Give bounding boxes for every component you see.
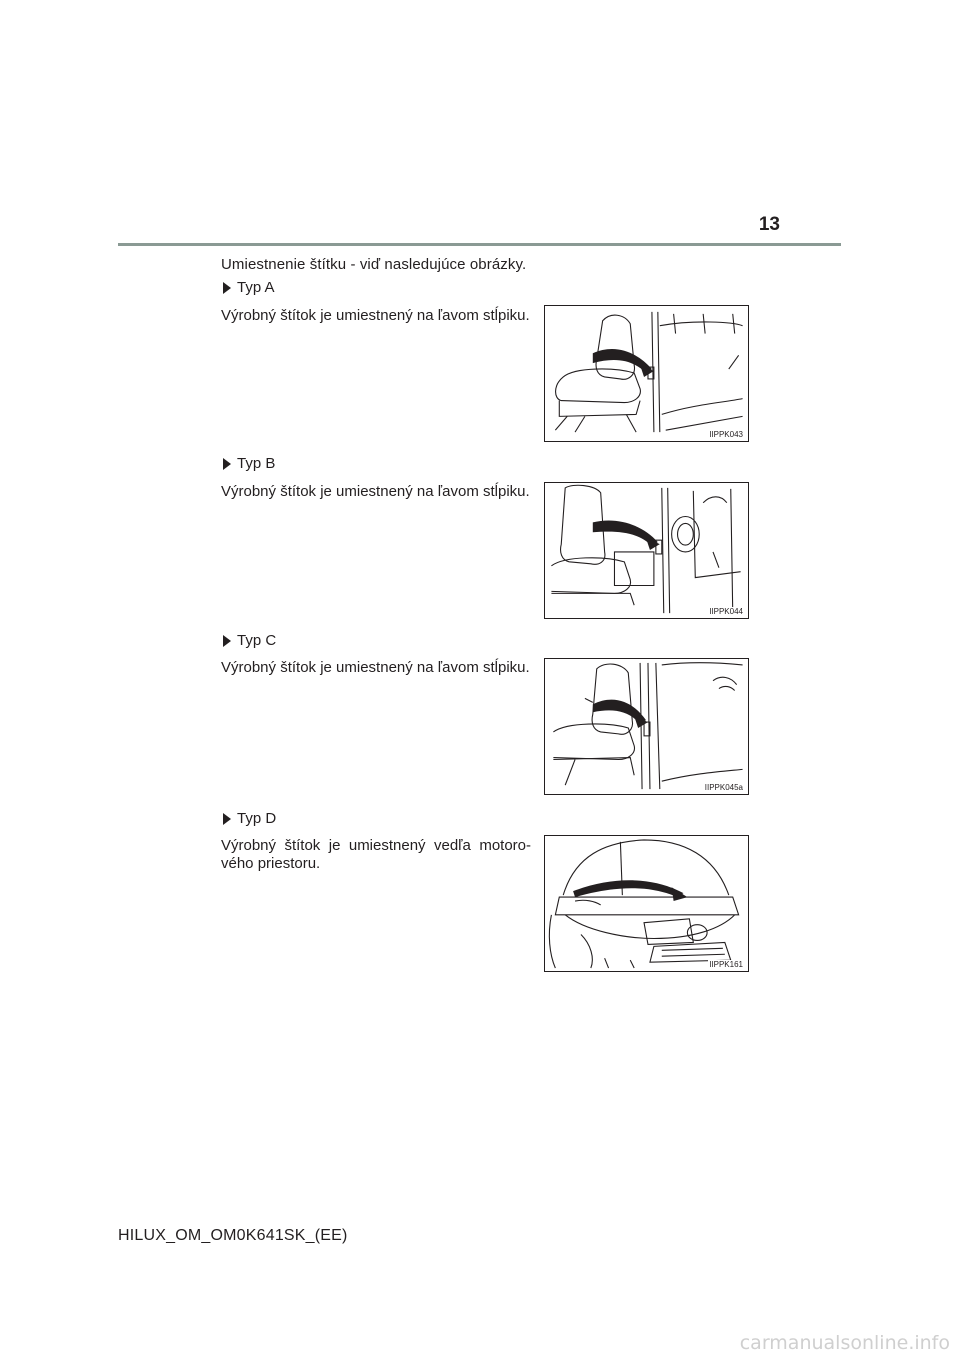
type-a-heading: [223, 279, 275, 296]
engine-bay-illustration-d: [545, 836, 748, 971]
figure-code-c: IIPPK045a: [704, 783, 743, 792]
type-b-description: Výrobný štítok je umiestnený na ľavom stĺpiku.: [221, 483, 530, 500]
page-number: 13: [758, 214, 780, 235]
type-d-label: Typ D: [237, 810, 277, 827]
document-footer-code: HILUX_OM_OM0K641SK_(EE): [118, 1227, 348, 1244]
figure-type-b: [544, 482, 749, 619]
triangle-bullet-icon: [223, 282, 231, 294]
triangle-bullet-icon: [223, 813, 231, 825]
figure-type-d: [544, 835, 749, 972]
type-b-label: Typ B: [237, 455, 276, 472]
type-a-description: Výrobný štítok je umiestnený na ľavom stĺpiku.: [221, 307, 530, 324]
type-d-heading: [223, 810, 276, 827]
seat-pillar-illustration-a: [545, 306, 748, 441]
type-d-description: Výrobný štítok je umiestnený vedľa motoro-vého priestoru.: [221, 837, 531, 872]
watermark: carmanualsonline.info: [739, 1332, 950, 1354]
figure-type-c: [544, 658, 749, 795]
triangle-bullet-icon: [223, 458, 231, 470]
seat-pillar-illustration-c: [545, 659, 748, 794]
header-rule: [118, 243, 841, 246]
type-c-label: Typ C: [237, 632, 277, 649]
figure-code-a: IIPPK043: [709, 430, 743, 439]
seat-pillar-illustration-b: [545, 483, 748, 618]
type-c-heading: [223, 632, 276, 649]
type-c-description: Výrobný štítok je umiestnený na ľavom stĺpiku.: [221, 659, 530, 676]
type-b-heading: [223, 455, 275, 472]
figure-code-d: IIPPK161: [709, 960, 743, 969]
intro-text: Umiestnenie štítku - viď nasledujúce obrázky.: [221, 256, 527, 273]
figure-code-b: IIPPK044: [709, 607, 743, 616]
type-a-label: Typ A: [237, 279, 275, 296]
figure-type-a: [544, 305, 749, 442]
triangle-bullet-icon: [223, 635, 231, 647]
